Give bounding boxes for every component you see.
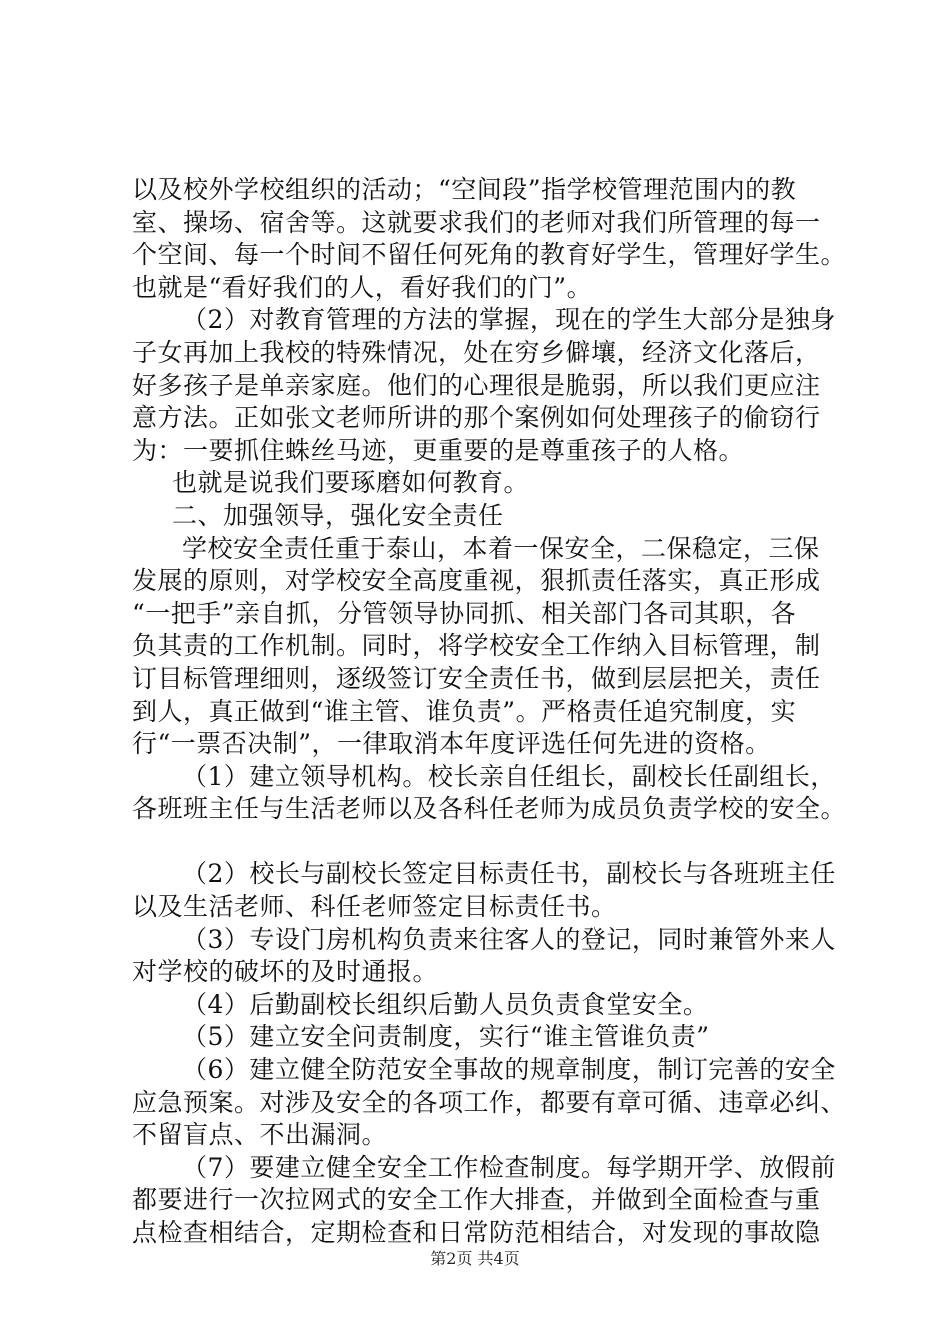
text-line: 点检查相结合，定期检查和日常防范相结合，对发现的事故隐 [132, 1218, 821, 1247]
text-line: 意方法。正如张文老师所讲的那个案例如何处理孩子的偷窃行 [132, 403, 821, 433]
text-line: 室、操场、宿舍等。这就要求我们的老师对我们所管理的每一 [132, 207, 821, 237]
text-line: 也就是“看好我们的人，看好我们的门”。 [132, 272, 593, 302]
text-line: （2）对教育管理的方法的掌握，现在的学生大部分是独身 [182, 305, 836, 335]
text-line: 对学校的破坏的及时通报。 [132, 957, 439, 987]
text-line: 以及生活老师、科任老师签定目标责任书。 [132, 892, 617, 922]
text-line: 好多孩子是单亲家庭。他们的心理很是脆弱，所以我们更应注 [132, 370, 821, 400]
text-line: 为：一要抓住蛛丝马迹，更重要的是尊重孩子的人格。 [132, 435, 745, 465]
document-body [132, 174, 852, 1250]
text-line: （4）后勤副校长组织后勤人员负责食堂安全。 [182, 989, 709, 1019]
text-line: （7）要建立健全安全工作检查制度。每学期开学、放假前 [182, 1152, 836, 1182]
text-line: “一把手”亲自抓，分管领导协同抓、相关部门各司其职，各 [132, 598, 797, 628]
text-line: 应急预案。对涉及安全的各项工作，都要有章可循、违章必纠、 [132, 1087, 847, 1117]
text-line: 各班班主任与生活老师以及各科任老师为成员负责学校的安全。 [132, 794, 847, 824]
text-line: 发展的原则，对学校安全高度重视，狠抓责任落实，真正形成 [132, 566, 821, 596]
text-line: 以及校外学校组织的活动；“空间段”指学校管理范围内的教 [132, 175, 797, 204]
text-line: 也就是说我们要琢磨如何教育。 [172, 468, 530, 498]
text-line: （3）专设门房机构负责来往客人的登记，同时兼管外来人 [182, 924, 836, 954]
page-footer: 第2页 共4页 [430, 1249, 520, 1268]
text-line: 二、加强领导，强化安全责任 [172, 500, 504, 530]
text-line: 子女再加上我校的特殊情况，处在穷乡僻壤，经济文化落后， [132, 337, 821, 367]
text-line: 到人，真正做到“谁主管、谁负责”。严格责任追究制度，实 [132, 696, 797, 726]
text-line: 学校安全责任重于泰山，本着一保安全，二保稳定，三保 [182, 533, 820, 563]
text-line: （5）建立安全问责制度，实行“谁主管谁负责” [182, 1022, 710, 1052]
text-line: （2）校长与副校长签定目标责任书，副校长与各班班主任 [182, 859, 836, 889]
text-line: 都要进行一次拉网式的安全工作大排查，并做到全面检查与重 [132, 1185, 821, 1215]
text-line: 个空间、每一个时间不留任何死角的教育好学生，管理好学生。 [132, 240, 847, 270]
text-line: （1）建立领导机构。校长亲自任组长，副校长任副组长， [182, 761, 836, 791]
text-line: 负其责的工作机制。同时，将学校安全工作纳入目标管理，制 [132, 631, 821, 661]
text-line: （6）建立健全防范安全事故的规章制度，制订完善的安全 [182, 1055, 836, 1085]
text-line: 订目标管理细则，逐级签订安全责任书，做到层层把关，责任 [132, 663, 821, 693]
blank-line [132, 826, 852, 859]
text-line: 行“一票否决制”，一律取消本年度评选任何先进的资格。 [132, 729, 771, 759]
text-line: 不留盲点、不出漏洞。 [132, 1120, 388, 1150]
